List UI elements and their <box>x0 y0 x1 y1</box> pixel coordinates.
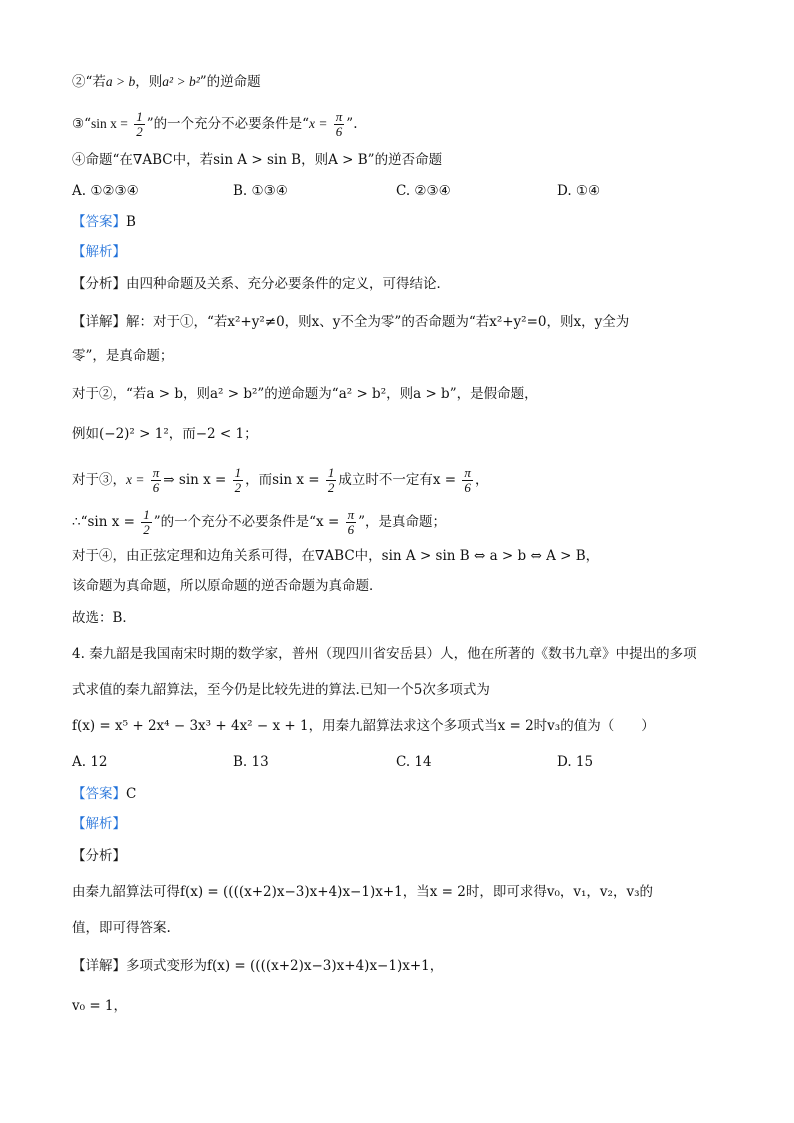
q3-analysis-heading: 【解析】 <box>72 244 126 260</box>
fraction-one-half: $\frac{1}{2}$ <box>136 109 143 139</box>
q4-fenxi-line-1: 由秦九韶算法可得f(x) = ((((x+2)x−3)x+4)x−1)x+1，当x = 2时，即可求得v₀，v₁，v₂，v₃的 <box>72 884 653 900</box>
q3-detail-line-6: ∴“sin x = $\frac{1}{2}$ ”的一个充分不必要条件是“x = $\frac{\pi}{6}$ ”，是真命题； <box>72 507 446 537</box>
q3-fenxi: 【分析】由四种命题及关系、充分必要条件的定义，可得结论． <box>72 276 450 292</box>
q3-detail-line-9: 故选：B． <box>72 610 136 626</box>
q3-detail-line-3: 对于②，“若a > b，则a² > b²”的逆命题为“a² > b²，则a > b”，是假命题， <box>72 386 538 402</box>
q3-detail-line-8: 该命题为真命题，所以原命题的逆否命题为真命题． <box>72 578 383 594</box>
q4-answer: 【答案】C <box>72 786 137 802</box>
q3-detail-line-2: 零”，是真命题； <box>72 348 174 364</box>
q4-choice-d: D. 15 <box>557 754 594 770</box>
q4-choice-b: B. 13 <box>233 754 269 770</box>
q3-detail-line-7: 对于④，由正弦定理和边角关系可得，在∇ABC中，sin A > sin B ⇔ a > b ⇔ A > B， <box>72 548 600 564</box>
answer-tag: 【答案】 <box>72 214 126 230</box>
q4-detail-line-1: 【详解】多项式变形为f(x) = ((((x+2)x−3)x+4)x−1)x+1， <box>72 958 444 974</box>
q4-choice-c: C. 14 <box>396 754 432 770</box>
q4-choice-a: A. 12 <box>72 754 108 770</box>
q3-choice-b: B. ①③④ <box>233 183 288 199</box>
q3-item-2: ②“若a > b，则a² > b²”的逆命题 <box>72 74 261 90</box>
q3-item-4: ④命题“在∇ABC中，若sin A > sin B，则A > B”的逆否命题 <box>72 152 443 168</box>
q4-fenxi-heading: 【分析】 <box>72 848 126 864</box>
q3-answer: 【答案】B <box>72 214 136 230</box>
q4-fenxi-line-2: 值，即可得答案. <box>72 920 171 936</box>
q4-stem-line-3: f(x) = x⁵ + 2x⁴ − 3x³ + 4x² − x + 1，用秦九韶算法求这个多项式当x = 2时v₃的值为（ ） <box>72 718 655 734</box>
q3-choice-d: D. ①④ <box>557 183 601 199</box>
q3-detail-line-4: 例如(−2)² > 1²，而−2 < 1； <box>72 426 258 442</box>
q3-item-3: ③“sin x = $\frac{1}{2}$ ”的一个充分不必要条件是“x = $\frac{\pi}{6}$ ”. <box>72 109 358 139</box>
q3-choice-a: A. ①②③④ <box>72 183 139 199</box>
fraction-pi-over-six: $\frac{\pi}{6}$ <box>335 109 343 139</box>
q4-stem-line-1: 4. 秦九韶是我国南宋时期的数学家，普州（现四川省安岳县）人，他在所著的《数书九章》中提出的多项 <box>72 646 697 662</box>
q4-analysis-heading: 【解析】 <box>72 816 126 832</box>
q4-stem-line-2: 式求值的秦九韶算法，至今仍是比较先进的算法.已知一个5次多项式为 <box>72 682 490 698</box>
q4-detail-line-2: v₀ = 1， <box>72 998 128 1014</box>
q3-choice-c: C. ②③④ <box>396 183 451 199</box>
answer-tag: 【答案】 <box>72 786 126 802</box>
q3-detail-line-1: 【详解】解：对于①，“若x²+y²≠0，则x、y不全为零”的否命题为“若x²+y²=0，则x，y全为 <box>72 314 630 330</box>
q3-detail-line-5: 对于③，x = $\frac{\pi}{6}$ ⇒ sin x = $\frac{1}{2}$ ，而sin x = $\frac{1}{2}$ 成立时不一定有x = $\frac{\pi}{6}$ ， <box>72 465 489 495</box>
